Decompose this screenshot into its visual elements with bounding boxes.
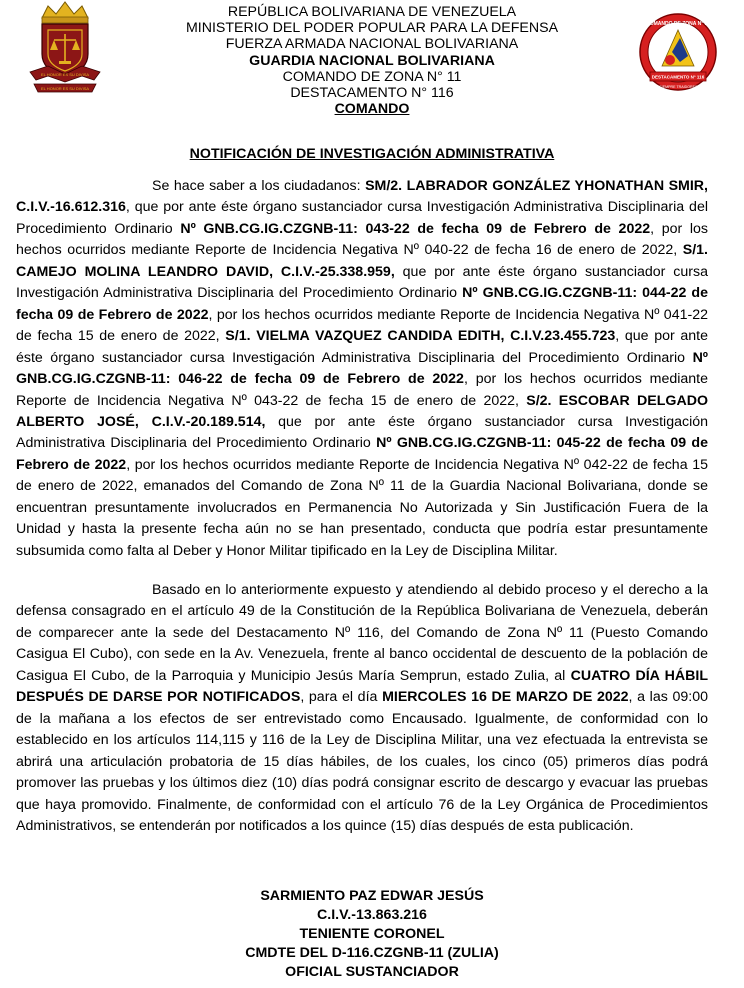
paragraph-summons — [16, 580, 708, 837]
p2-run: , a las 09:00 de la mañana a los efectos de ser entrevistado como Encausado. Igualmente, de conformidad con lo establecido en los artículos 114,115 y 116 de la Ley de Disciplina Militar, una vez efectuada la entrevista se abrirá una articulación probatoria de 15 días hábiles, de los cuales, los cinco (05) primeros días podrá promover las pruebas y los últimos diez (10) días podrá consignar escrito de descargo y evacuar las pruebas que haya promovido. Finalmente, de conformidad con el artículo 76 de la Ley Orgánica de Procedimientos Administrativos, se entenderán por notificados a los quince (15) días después de esta publicación. — [16, 689, 708, 834]
left-ribbon-top-text: EL HONOR ES SU DIVISA — [40, 72, 90, 77]
left-ribbon-bottom-text: EL HONOR ES SU DIVISA — [40, 86, 90, 91]
p1-run: que por ante éste órgano sustanciador cursa Investigación Administrativa Disciplinaria del Procedimiento Ordinario — [16, 413, 708, 452]
p1-run: que por ante éste órgano sustanciador cursa Investigación Administrativa Disciplinaria del Procedimiento Ordinario — [16, 263, 708, 302]
p1-run: Nº GNB.CG.IG.CZGNB-11: 044-22 de fecha 09 de Febrero de 2022 — [16, 285, 708, 323]
header-line-republic: REPÚBLICA BOLIVARIANA DE VENEZUELA — [227, 4, 517, 20]
signer-name: SARMIENTO PAZ EDWAR JESÚS — [260, 888, 484, 904]
right-logo-bottom-text: LEALES SIEMPRE TRAIDORES NUNCA — [644, 85, 712, 89]
p1-run: , por los hechos ocurridos mediante Reporte de Incidencia Negativa Nº 041-22 de fecha 15 de enero de 2022, — [16, 306, 708, 345]
signer-id: C.I.V.-13.863.216 — [317, 907, 427, 923]
letterhead — [0, 4, 744, 117]
p1-run: , que por ante éste órgano sustanciador cursa Investigación Administrativa Disciplinaria del Procedimiento Ordinario — [16, 199, 708, 237]
signature-block — [0, 887, 744, 982]
p1-run: SM/2. LABRADOR GONZÁLEZ YHONATHAN SMIR, C.I.V.-16.612.316 — [16, 178, 708, 216]
p1-run: S/1. CAMEJO MOLINA LEANDRO DAVID, C.I.V.-25.338.959, — [16, 242, 708, 280]
p1-run: Se hace saber a los ciudadanos: — [152, 178, 366, 194]
p1-run: Nº GNB.CG.IG.CZGNB-11: 045-22 de fecha 09 de Febrero de 2022 — [16, 435, 708, 473]
signer-post: CMDTE DEL D-116.CZGNB-11 (ZULIA) — [245, 945, 499, 961]
header-line-detachment: DESTACAMENTO N° 116 — [290, 85, 454, 102]
header-line-armed-force: FUERZA ARMADA NACIONAL BOLIVARIANA — [225, 36, 519, 53]
right-logo-top-text: COMANDO DE ZONA N° 11 — [646, 21, 710, 27]
p1-run: , por los hechos ocurridos mediante Reporte de Incidencia Negativa Nº 043-22 de fecha 15 de enero de 2022, — [16, 371, 708, 409]
p1-run: , por los hechos ocurridos mediante Reporte de Incidencia Negativa Nº 042-22 de fecha 15 de enero de 2022, emanados del Comando de Zona Nº 11 de la Guardia Nacional Bolivariana, donde se encuentran presuntamente involucrados en Permanencia No Autorizada y Sin Justificación Fuera de la Unidad y hasta la presente fecha aún no se han presentado, conducta que podría estar presuntamente subsumida como falta al Deber y Honor Militar tipificado en la Ley de Disciplina Militar. — [16, 456, 708, 559]
p1-run: Nº GNB.CG.IG.CZGNB-11: 046-22 de fecha 09 de Febrero de 2022 — [16, 349, 708, 388]
p2-run: MIERCOLES 16 DE MARZO DE 2022 — [382, 689, 629, 706]
p2-run: Basado en lo anteriormente expuesto y atendiendo al debido proceso y el derecho a la defensa consagrado en el artículo 49 de la Constitución de la República Bolivariana de Venezuela, deberán de comparecer ante la sede del Destacamento Nº 116, del Comando de Zona Nº 11 (Puesto Comando Casigua El Cubo), con sede en la Av. Venezuela, frente al banco occidental de descuento de la población de Casigua El Cubo, de la Parroquia y Municipio Jesús María Semprun, estado Zulia, al — [16, 582, 708, 684]
document-title: NOTIFICACIÓN DE INVESTIGACIÓN ADMINISTRATIVA — [189, 146, 555, 162]
header-line-command: COMANDO — [334, 101, 410, 118]
header-line-guard: GUARDIA NACIONAL BOLIVARIANA — [249, 52, 495, 69]
paragraph-notification — [16, 176, 708, 562]
header-line-zone: COMANDO DE ZONA N° 11 — [282, 68, 462, 85]
p1-run: S/2. ESCOBAR DELGADO ALBERTO JOSÉ, C.I.V.-20.189.514, — [16, 392, 708, 430]
signer-role: OFICIAL SUSTANCIADOR — [285, 964, 459, 980]
p1-run: , que por ante éste órgano sustanciador cursa Investigación Administrativa Disciplinaria del Procedimiento Ordinario — [16, 328, 708, 366]
signer-rank: TENIENTE CORONEL — [299, 926, 445, 942]
header-line-ministry: MINISTERIO DEL PODER POPULAR PARA LA DEFENSA — [185, 20, 559, 37]
p1-run: Nº GNB.CG.IG.CZGNB-11: 043-22 de fecha 09 de Febrero de 2022 — [180, 220, 651, 237]
p1-run: S/1. VIELMA VAZQUEZ CANDIDA EDITH, C.I.V.23.455.723 — [225, 328, 616, 345]
p2-run: CUATRO DÍA HÁBIL DESPUÉS DE DARSE POR NOTIFICADOS — [16, 667, 708, 706]
right-logo-ribbon-text: DESTACAMENTO N° 116 — [651, 74, 705, 80]
p2-run: , para el día — [300, 689, 383, 706]
p1-run: , por los hechos ocurridos mediante Reporte de Incidencia Negativa Nº 040-22 de fecha 16 de enero de 2022, — [16, 220, 708, 259]
